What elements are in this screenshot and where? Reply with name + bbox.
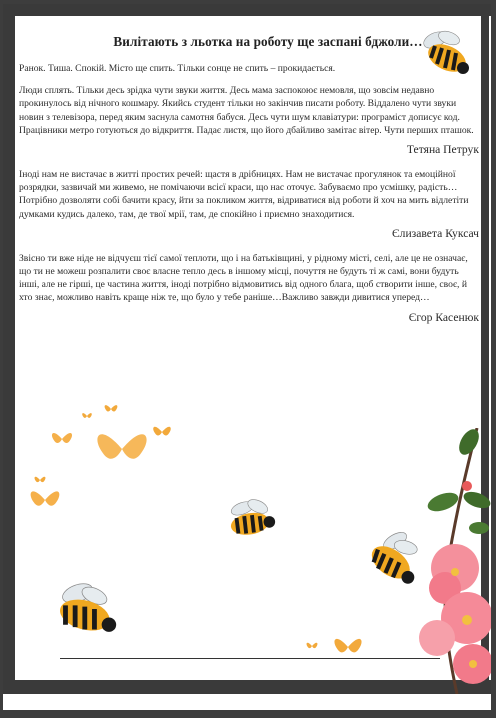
bee-icon bbox=[223, 494, 279, 544]
butterfly-icon bbox=[81, 410, 93, 422]
butterfly-icon bbox=[27, 484, 63, 516]
bee-icon bbox=[51, 578, 121, 640]
author-2: Єлизавета Куксач bbox=[392, 226, 479, 240]
intro-paragraph: Ранок. Тиша. Спокій. Місто ще спить. Тільки сонце не спить – прокидається. bbox=[19, 63, 336, 74]
section-text-2: Іноді нам не вистачає в житті простих речей: щастя в дрібницях. Нам не вистачає прогулянок та емоційної розрядки, зазвичай ми живемо, не помічаючи всієї краси, що нас оточує. Забуваємо про усмішку, радість… Потрібно дозволяти собі бачити красу, йти за покликом життя, відриватися від роботи й хоч на мить відлетіти думками кудись далеко, там, де твої мрії, там, де спокійно і приємно знаходитися. bbox=[19, 169, 469, 220]
butterfly-icon bbox=[49, 428, 75, 450]
butterfly-icon bbox=[103, 402, 119, 416]
bee-icon bbox=[417, 28, 475, 78]
butterfly-icon bbox=[331, 630, 365, 664]
section-text-3: Звісно ти вже ніде не відчуєш тієї самої теплоти, що і на батьківщині, у рідному місті, селі, але це не означає, що ти не можеш розпалити своє власне тепло десь в іншому місці, почуття не будуть ті ж самі, вони будуть інші, але не гірші, це частина життя, іноді потрібно відмовитись від одного блага, щоб створити інше, своє, й хто знає, можливо навіть краще ніж те, що було у тебе раніше…Важливо завжди дивитися уперед… bbox=[19, 252, 468, 304]
author-1: Тетяна Петрук bbox=[406, 143, 479, 157]
article-content bbox=[19, 34, 479, 336]
document-page bbox=[3, 4, 491, 710]
divider-line bbox=[60, 658, 440, 659]
flower-branch-icon bbox=[407, 428, 491, 694]
author-3: Єгор Касенюк bbox=[408, 310, 479, 324]
butterfly-icon bbox=[305, 640, 319, 652]
section-text-1: Люди сплять. Тільки десь зрідка чути звуки життя. Десь мама заспокоює немовля, що зовсім недавно прокинулось від нічного кошмару. Якийсь студент тільки но закінчив писати роботу. Віддалено чути звуки новин з телевізора, перед яким заснула самотня бабуся. Десь чути шум клавіатури: програміст дописує код. Працівники метро готуються до відкриття. Падає листя, що його дбайливо замітає вітер. Чути перших пташок. bbox=[19, 85, 474, 136]
article-title: Вилітають з льотка на роботу ще заспані бджоли… bbox=[113, 34, 423, 49]
frame-left-border bbox=[3, 4, 15, 694]
frame-top-border bbox=[3, 4, 491, 16]
butterfly-icon bbox=[151, 422, 173, 442]
butterfly-icon bbox=[91, 422, 153, 476]
